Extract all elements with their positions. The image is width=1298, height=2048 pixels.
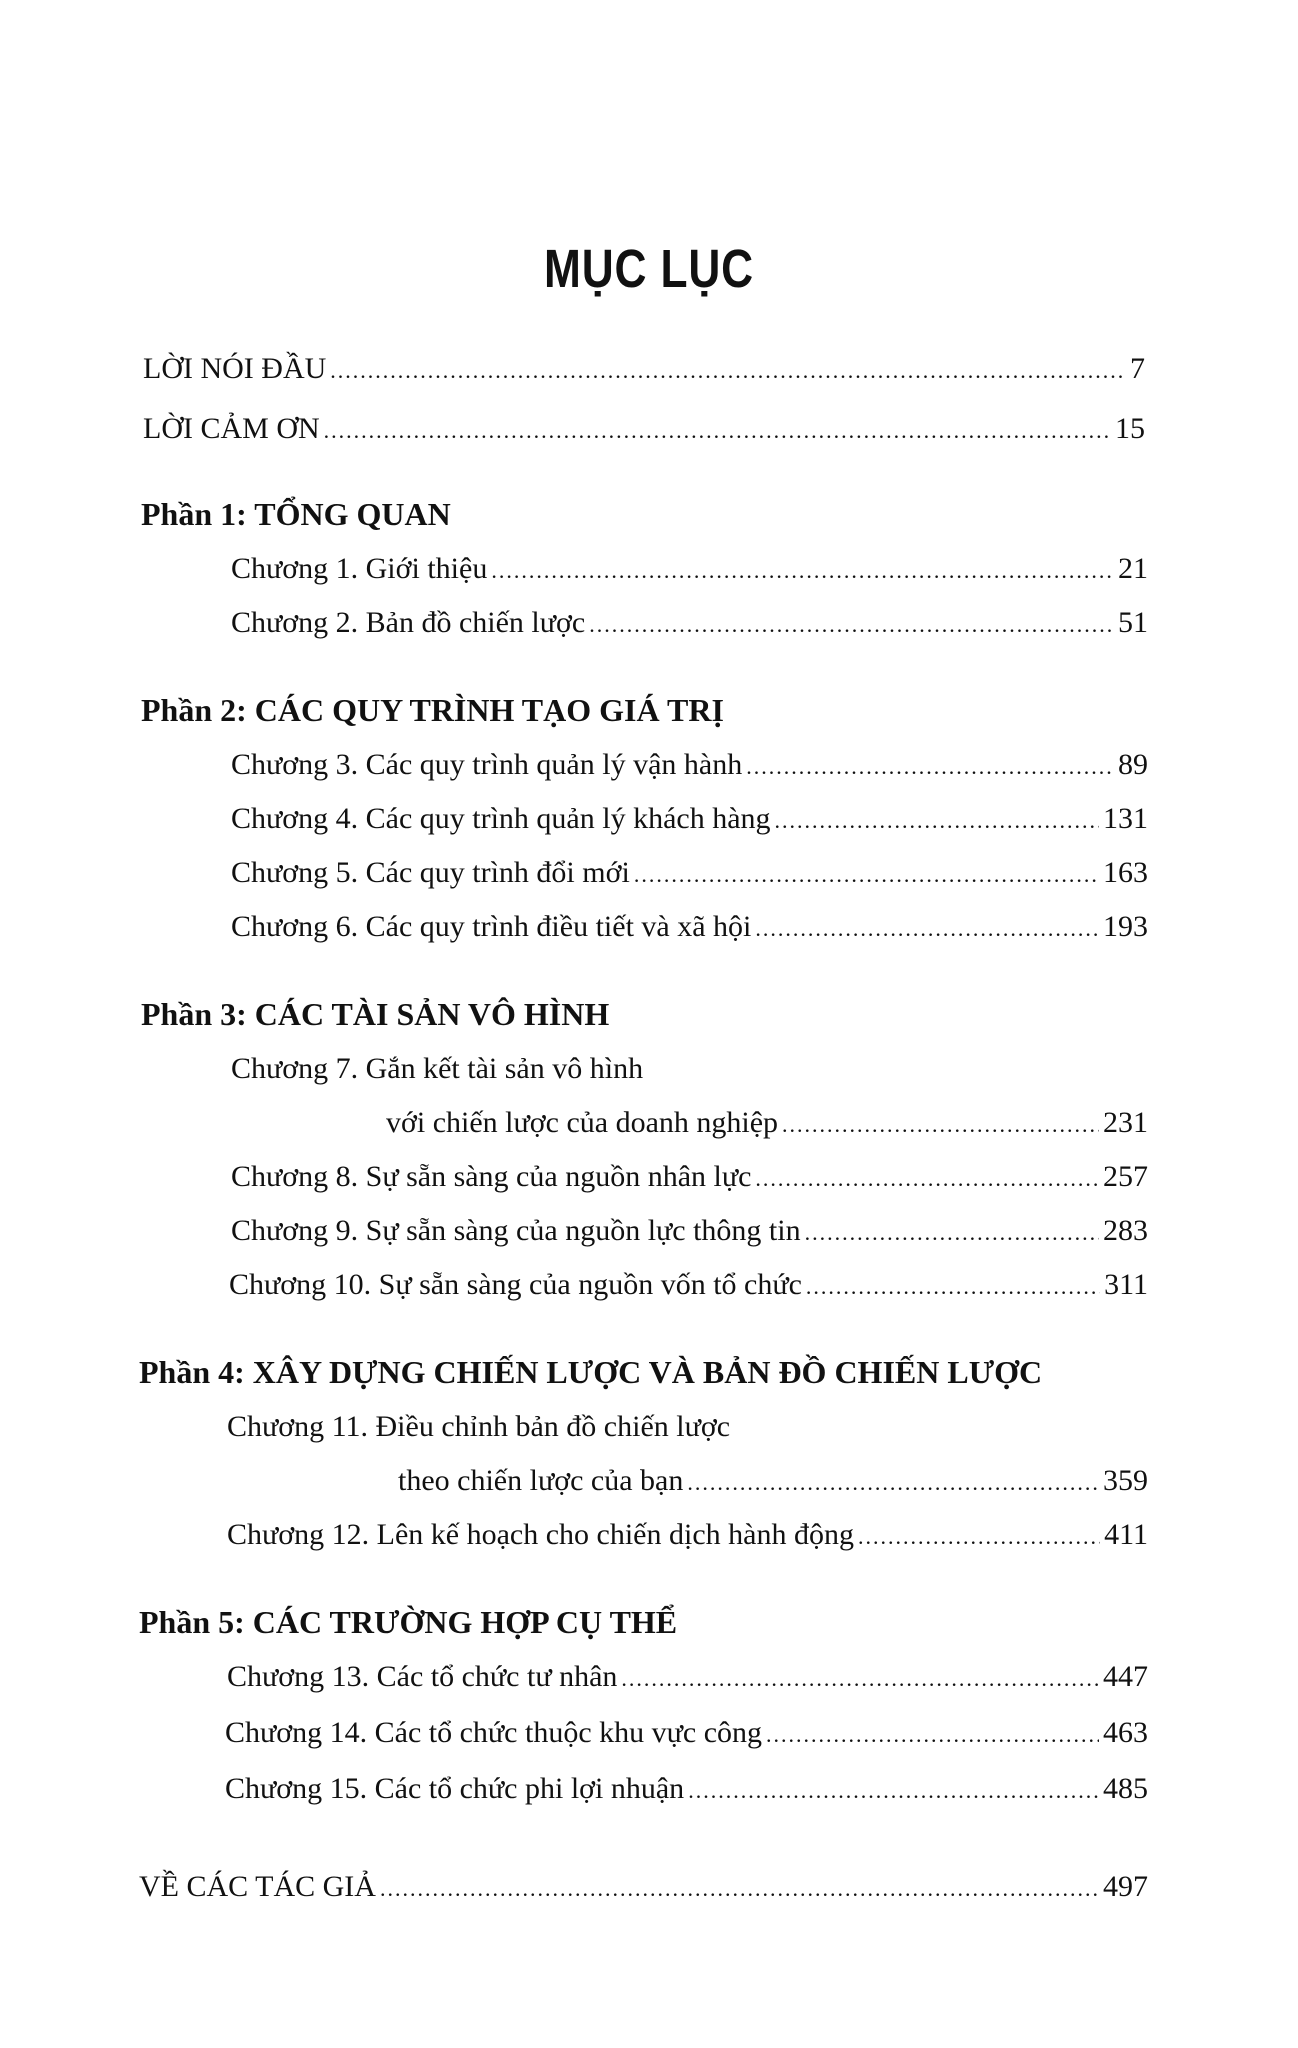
part-heading-4: Phần 4: XÂY DỰNG CHIẾN LƯỢC VÀ BẢN ĐỒ CHIẾN LƯỢC xyxy=(139,1354,1043,1390)
toc-entry-chapter-4[interactable] xyxy=(231,802,1148,836)
toc-entry-chapter-13[interactable] xyxy=(227,1660,1148,1694)
dot-leader xyxy=(380,1876,1099,1902)
entry-page: 359 xyxy=(1103,1464,1148,1497)
dot-leader xyxy=(766,1722,1099,1748)
entry-label: Chương 2. Bản đồ chiến lược xyxy=(231,606,586,639)
part-heading-5: Phần 5: CÁC TRƯỜNG HỢP CỤ THỂ xyxy=(139,1604,678,1640)
dot-leader xyxy=(858,1524,1100,1550)
toc-entry-back-1[interactable] xyxy=(139,1870,1148,1904)
dot-leader xyxy=(755,916,1099,942)
toc-entry-chapter-12[interactable] xyxy=(227,1518,1148,1552)
entry-page: 497 xyxy=(1103,1870,1148,1903)
entry-page: 51 xyxy=(1118,606,1148,639)
dot-leader xyxy=(491,558,1114,584)
dot-leader xyxy=(324,418,1111,444)
dot-leader xyxy=(330,358,1126,384)
entry-page: 411 xyxy=(1104,1518,1148,1551)
entry-label-continued: với chiến lược của doanh nghiệp xyxy=(386,1106,779,1139)
dot-leader xyxy=(746,754,1114,780)
entry-page: 89 xyxy=(1118,748,1148,781)
entry-label: Chương 3. Các quy trình quản lý vận hành xyxy=(231,748,743,781)
entry-page: 131 xyxy=(1103,802,1148,835)
toc-entry-chapter-1[interactable] xyxy=(231,552,1148,586)
dot-leader xyxy=(782,1112,1099,1138)
dot-leader xyxy=(621,1666,1099,1692)
toc-entry-chapter-11-label[interactable]: Chương 11. Điều chỉnh bản đồ chiến lược xyxy=(227,1410,731,1443)
entry-page: 231 xyxy=(1103,1106,1148,1139)
dot-leader xyxy=(805,1220,1099,1246)
entry-label: Chương 5. Các quy trình đổi mới xyxy=(231,856,630,889)
entry-label: LỜI CẢM ƠN xyxy=(143,412,320,445)
toc-entry-chapter-7-label[interactable]: Chương 7. Gắn kết tài sản vô hình xyxy=(231,1052,644,1085)
entry-label: Chương 14. Các tổ chức thuộc khu vực công xyxy=(225,1716,763,1749)
entry-label: VỀ CÁC TÁC GIẢ xyxy=(139,1870,376,1903)
entry-page: 485 xyxy=(1103,1772,1148,1805)
dot-leader xyxy=(688,1778,1099,1804)
toc-entry-chapter-14[interactable] xyxy=(225,1716,1148,1750)
entry-label: Chương 9. Sự sẵn sàng của nguồn lực thông tin xyxy=(231,1214,801,1247)
entry-page: 257 xyxy=(1103,1160,1148,1193)
part-heading-3: Phần 3: CÁC TÀI SẢN VÔ HÌNH xyxy=(141,996,610,1032)
toc-entry-chapter-3[interactable] xyxy=(231,748,1148,782)
toc-entry-chapter-15[interactable] xyxy=(225,1772,1148,1806)
toc-entry-chapter-2[interactable] xyxy=(231,606,1148,640)
entry-page: 447 xyxy=(1103,1660,1148,1693)
toc-entry-chapter-8[interactable] xyxy=(231,1160,1148,1194)
dot-leader xyxy=(687,1470,1099,1496)
toc-entry-chapter-7[interactable] xyxy=(386,1106,1148,1140)
part-heading-1: Phần 1: TỔNG QUAN xyxy=(141,496,451,532)
dot-leader xyxy=(775,808,1099,834)
entry-label: Chương 12. Lên kế hoạch cho chiến dịch hành động xyxy=(227,1518,854,1551)
toc-entry-front-1[interactable] xyxy=(143,352,1145,386)
part-heading-2: Phần 2: CÁC QUY TRÌNH TẠO GIÁ TRỊ xyxy=(141,692,724,728)
entry-label-continued: theo chiến lược của bạn xyxy=(398,1464,684,1497)
dot-leader xyxy=(634,862,1099,888)
entry-page: 21 xyxy=(1118,552,1148,585)
dot-leader xyxy=(589,612,1114,638)
page-title: MỤC LỤC xyxy=(544,239,754,299)
entry-label: Chương 4. Các quy trình quản lý khách hàng xyxy=(231,802,771,835)
entry-label: Chương 10. Sự sẵn sàng của nguồn vốn tổ chức xyxy=(229,1268,802,1301)
entry-page: 15 xyxy=(1115,412,1145,445)
toc-entry-chapter-5[interactable] xyxy=(231,856,1148,890)
toc-entry-chapter-10[interactable] xyxy=(229,1268,1148,1302)
toc-entry-chapter-6[interactable] xyxy=(231,910,1148,944)
entry-label: Chương 15. Các tổ chức phi lợi nhuận xyxy=(225,1772,685,1805)
entry-label: Chương 1. Giới thiệu xyxy=(231,552,488,585)
toc-entry-chapter-11[interactable] xyxy=(398,1464,1148,1498)
entry-label: Chương 8. Sự sẵn sàng của nguồn nhân lực xyxy=(231,1160,752,1193)
entry-page: 7 xyxy=(1130,352,1145,385)
entry-page: 283 xyxy=(1103,1214,1148,1247)
entry-page: 163 xyxy=(1103,856,1148,889)
toc-entry-front-2[interactable] xyxy=(143,412,1145,446)
entry-page: 311 xyxy=(1104,1268,1148,1301)
entry-label: LỜI NÓI ĐẦU xyxy=(143,352,327,385)
dot-leader xyxy=(755,1166,1099,1192)
toc-entry-chapter-9[interactable] xyxy=(231,1214,1148,1248)
entry-label: Chương 6. Các quy trình điều tiết và xã hội xyxy=(231,910,752,943)
dot-leader xyxy=(806,1274,1100,1300)
entry-label: Chương 13. Các tổ chức tư nhân xyxy=(227,1660,618,1693)
entry-page: 193 xyxy=(1103,910,1148,943)
entry-page: 463 xyxy=(1103,1716,1148,1749)
